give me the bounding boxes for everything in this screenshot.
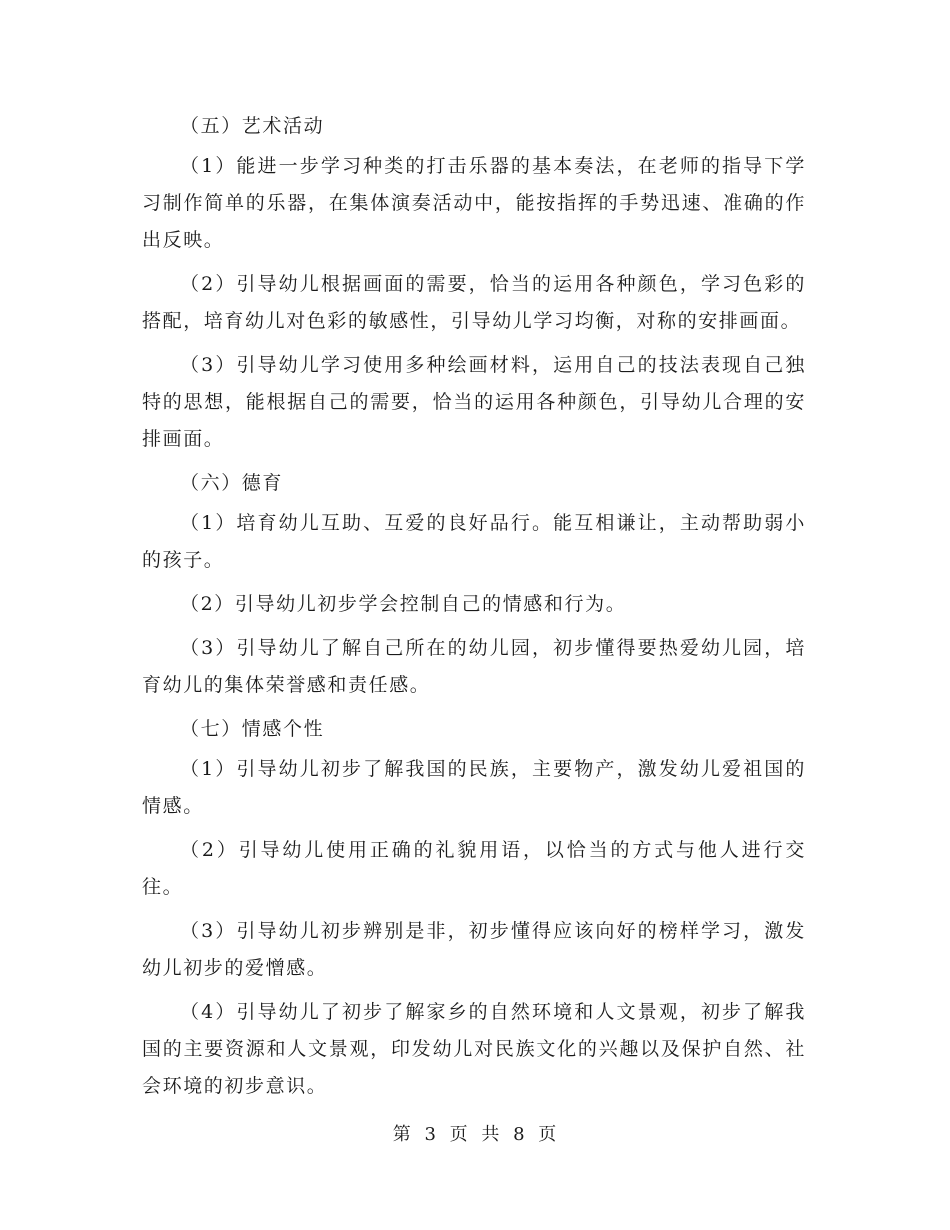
document-body (142, 108, 806, 1112)
paragraph-moral-1: （1）培育幼儿互助、互爱的良好品行。能互相谦让，主动帮助弱小的孩子。 (142, 512, 806, 571)
paragraph-emotion-2: （2）引导幼儿使用正确的礼貌用语，以恰当的方式与他人进行交往。 (142, 839, 806, 898)
paragraph-arts-1: （1）能进一步学习种类的打击乐器的基本奏法，在老师的指导下学习制作简单的乐器，在集体演奏活动中，能按指挥的手势迅速、准确的作出反映。 (142, 155, 806, 251)
paragraph-emotion-3: （3）引导幼儿初步辨别是非，初步懂得应该向好的榜样学习，激发幼儿初步的爱憎感。 (142, 920, 806, 979)
paragraph-moral-3: （3）引导幼儿了解自己所在的幼儿园，初步懂得要热爱幼儿园，培育幼儿的集体荣誉感和责任感。 (142, 637, 806, 696)
section-heading-arts: （五）艺术活动 (180, 115, 325, 137)
paragraph-moral-2: （2）引导幼儿初步学会控制自己的情感和行为。 (180, 593, 627, 615)
paragraph-arts-2: （2）引导幼儿根据画面的需要，恰当的运用各种颜色，学习色彩的搭配，培育幼儿对色彩的敏感性，引导幼儿学习均衡，对称的安排画面。 (142, 273, 806, 332)
section-heading-emotion: （七）情感个性 (180, 718, 325, 740)
section-heading-moral: （六）德育 (180, 472, 284, 494)
paragraph-emotion-4: （4）引导幼儿了初步了解家乡的自然环境和人文景观，初步了解我国的主要资源和人文景观，印发幼儿对民族文化的兴趣以及保护自然、社会环境的初步意识。 (142, 1001, 806, 1097)
paragraph-arts-3: （3）引导幼儿学习使用多种绘画材料，运用自己的技法表现自己独特的思想，能根据自己的需要，恰当的运用各种颜色，引导幼儿合理的安排画面。 (142, 354, 806, 450)
paragraph-emotion-1: （1）引导幼儿初步了解我国的民族，主要物产，激发幼儿爱祖国的情感。 (142, 758, 806, 817)
page-number-footer: 第 3 页 共 8 页 (392, 1124, 558, 1145)
